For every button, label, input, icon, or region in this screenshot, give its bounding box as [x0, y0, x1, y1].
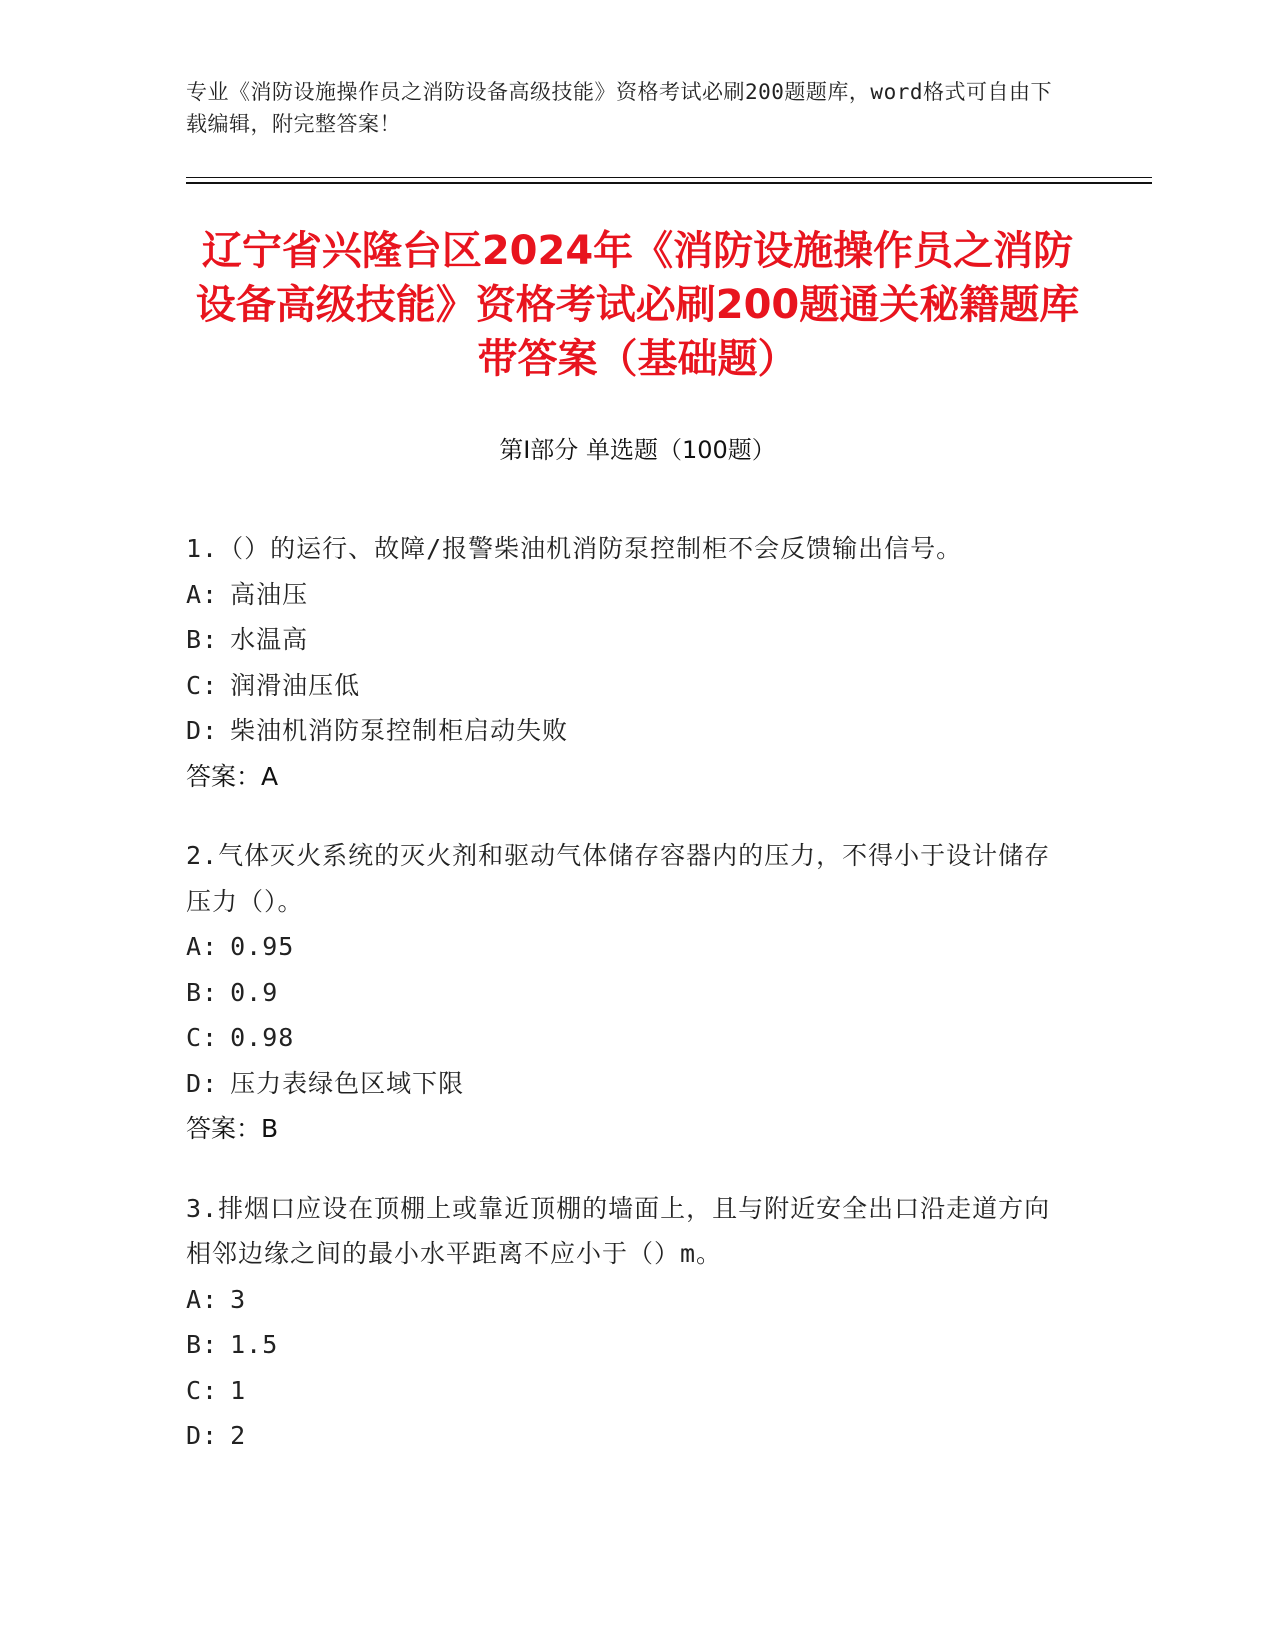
option-letter: B:: [186, 977, 219, 1007]
answer-line: 答案：B: [186, 1114, 279, 1143]
option-letter: A:: [186, 579, 219, 609]
option-letter: C:: [186, 1375, 219, 1405]
document-title: 辽宁省兴隆台区2024年《消防设施操作员之消防设备高级技能》资格考试必刷200题通关秘籍题库带答案（基础题）: [195, 228, 1080, 382]
question-item: [186, 526, 1066, 799]
option-b: [186, 970, 1066, 1016]
option-d: [186, 1413, 1066, 1459]
option-b: [186, 1322, 1066, 1368]
option-letter: C:: [186, 1023, 219, 1052]
option-text: 水温高: [230, 625, 309, 654]
option-a: [186, 572, 1066, 618]
question-stem: 1.（）的运行、故障/报警柴油机消防泵控制柜不会反馈输出信号。: [186, 534, 963, 563]
question-stem: 2.气体灭火系统的灭火剂和驱动气体储存容器内的压力，不得小于设计储存压力（）。: [186, 841, 1051, 916]
option-letter: A:: [186, 1284, 219, 1314]
question-item: [186, 833, 1066, 1152]
option-letter: B:: [186, 625, 219, 654]
option-c: [186, 663, 1066, 709]
option-a: [186, 1277, 1066, 1323]
option-text: 1.5: [230, 1330, 279, 1359]
option-text: 0.9: [230, 977, 279, 1007]
question-stem: 3.排烟口应设在顶棚上或靠近顶棚的墙面上，且与附近安全出口沿走道方向相邻边缘之间的最小水平距离不应小于（）m。: [186, 1193, 1051, 1268]
section-title: 第Ⅰ部分 单选题（100题）: [499, 436, 776, 464]
option-a: [186, 924, 1066, 970]
option-text: 2: [230, 1421, 247, 1450]
option-text: 1: [230, 1375, 247, 1405]
option-letter: A:: [186, 932, 219, 961]
header-divider-thin: [186, 177, 1152, 178]
option-letter: C:: [186, 670, 219, 700]
option-text: 压力表绿色区域下限: [230, 1068, 465, 1098]
answer-line: 答案：A: [186, 761, 279, 791]
option-c: [186, 1015, 1066, 1061]
option-letter: D:: [186, 716, 219, 745]
option-b: [186, 617, 1066, 663]
option-text: 0.98: [230, 1023, 295, 1052]
option-letter: D:: [186, 1421, 219, 1450]
header-note: 专业《消防设施操作员之消防设备高级技能》资格考试必刷200题题库，word格式可自由下载编辑，附完整答案！: [186, 80, 1052, 136]
option-text: 柴油机消防泵控制柜启动失败: [230, 716, 569, 745]
option-text: 0.95: [230, 932, 295, 961]
option-text: 3: [230, 1284, 247, 1314]
question-list: [186, 526, 1066, 1493]
option-text: 高油压: [230, 579, 309, 609]
option-letter: B:: [186, 1330, 219, 1359]
option-d: [186, 1061, 1066, 1107]
header-divider-thick: [186, 182, 1152, 184]
option-text: 润滑油压低: [230, 670, 361, 700]
option-d: [186, 708, 1066, 754]
question-item: [186, 1186, 1066, 1459]
option-letter: D:: [186, 1068, 219, 1098]
option-c: [186, 1368, 1066, 1414]
